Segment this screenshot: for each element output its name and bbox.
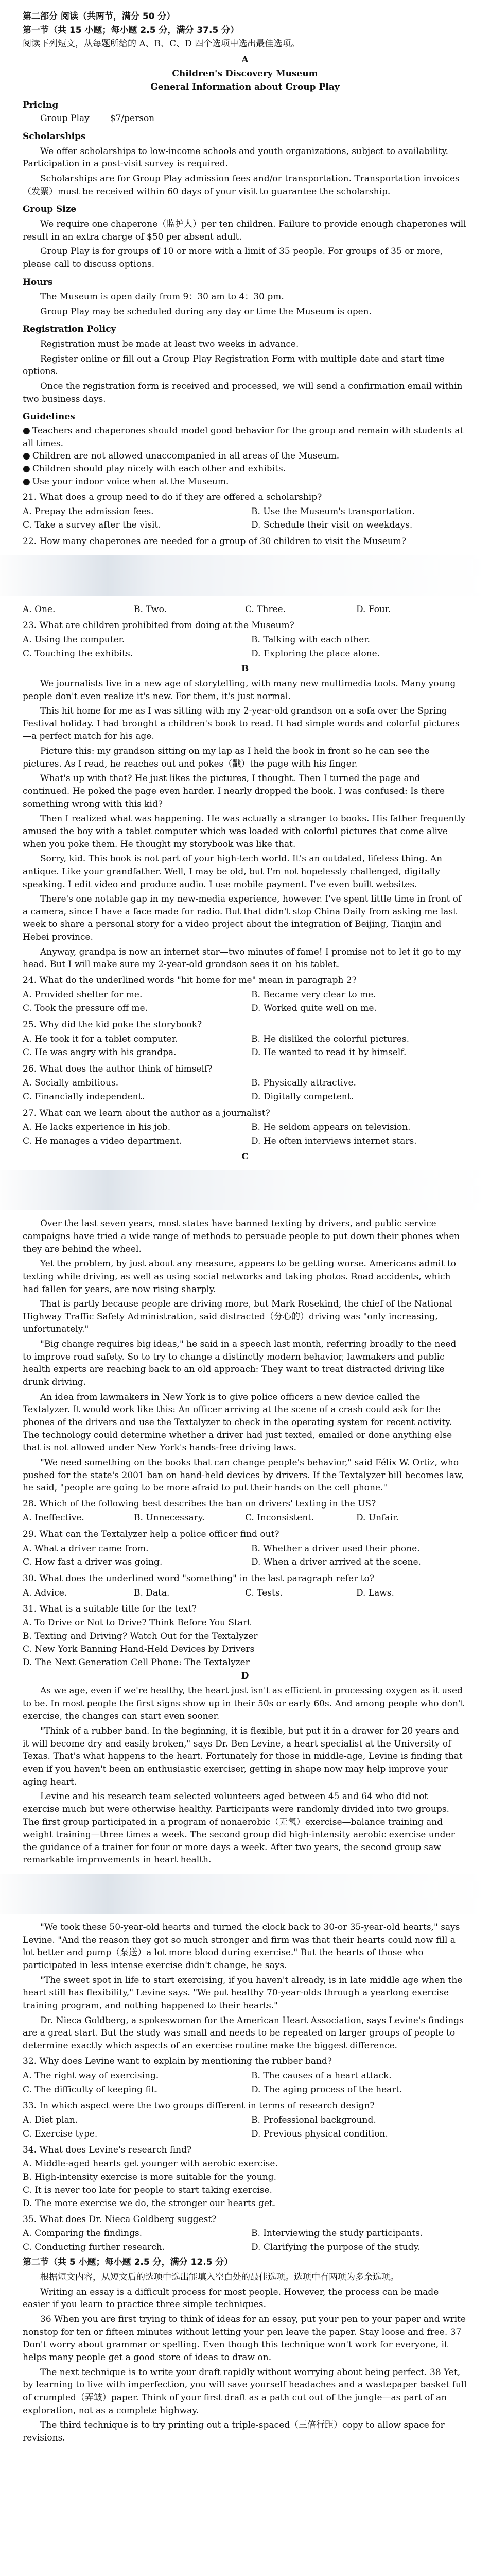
- question-32-options: [23, 2069, 467, 2096]
- answer-option: B. Two.: [134, 604, 167, 615]
- answer-option: A. The right way of exercising.: [23, 2071, 159, 2081]
- question-27: 27. What can we learn about the author as a journalist?: [23, 1108, 270, 1118]
- passage-c-paragraph: Over the last seven years, most states have banned texting by drivers, and public service campaigns have tried a wide range of methods to persuade people to put down their phones when they are behind the wheel.: [23, 1218, 460, 1255]
- passage-b-paragraph: Anyway, grandpa is now an internet star—two minutes of fame! I promise not to let it go to my head. But I will make sure my 2-year-old grandson sees it on his tablet.: [23, 946, 461, 970]
- answer-option: A. Diet plan.: [23, 2115, 78, 2126]
- answer-option: D. Laws.: [356, 1587, 394, 1598]
- question-26-options: [23, 1076, 467, 1104]
- answer-option: B. Became very clear to me.: [251, 989, 376, 1000]
- question-25-options: [23, 1032, 467, 1060]
- answer-option: C. Tests.: [245, 1587, 283, 1598]
- answer-option: B. Physically attractive.: [251, 1078, 356, 1089]
- question-35-options: [23, 2227, 467, 2254]
- passage-b-paragraph: There's one notable gap in my new-media experience, however. I've spent little time in front of a camera, since I have a face made for radio. But that didn't stop China Daily from asking me last week to share a personal story for a video project about the integration of Beijing, Tianjin and Hebei province.: [23, 894, 462, 943]
- passage-d-paragraph: "We took these 50-year-old hearts and turned the clock back to 30-or 35-year-old hearts," says Levine. "And the reason they got so much stronger and firm was that their hearts could now fill a lot better and pump（泵送）a lot more blood during exercise." But the hearts of those who participated in less intense exercise didn't change, he says.: [23, 1922, 460, 1971]
- answer-option: C. Take a survey after the visit.: [23, 520, 161, 531]
- pricing-label: Pricing: [23, 99, 59, 110]
- answer-option: B. Interviewing the study participants.: [251, 2228, 423, 2239]
- answer-option: C. Three.: [245, 604, 286, 615]
- scholarships-paragraph: We offer scholarships to low-income schools and youth organizations, subject to availability. Participation in a post-visit survey is required.: [23, 146, 449, 170]
- group-size-label: Group Size: [23, 204, 77, 215]
- answer-option: A. Provided shelter for me.: [23, 989, 143, 1000]
- passage-c-paragraph: "We need something on the books that can change people's behavior," said Félix W. Ortiz, who pushed for the state's 2001 ban on hand-held devices by drivers. If the Textalyzer bill becomes law, he said, "people are going to be more afraid to put their hands on the cell phone.": [23, 1457, 464, 1494]
- answer-option: D. Exploring the place alone.: [251, 648, 380, 659]
- answer-option: C. It is never too late for people to start taking exercise.: [23, 2185, 272, 2196]
- answer-option: B. Data.: [134, 1587, 170, 1598]
- section1-header: 第一节（共 15 小题；每小题 2.5 分，满分 37.5 分）: [23, 25, 239, 36]
- answer-option: C. New York Banning Hand-Held Devices by Drivers: [23, 1644, 255, 1655]
- answer-option: A. Comparing the findings.: [23, 2228, 143, 2239]
- passage-b-letter: B: [241, 664, 249, 674]
- answer-option: B. Professional background.: [251, 2115, 376, 2126]
- registration-paragraph: Register online or fill out a Group Play Registration Form with multiple date and start time options.: [23, 353, 445, 377]
- passage-d-paragraph: Dr. Nieca Goldberg, a spokeswoman for the American Heart Association, says Levine's findings are a great start. But the study was small and needs to be repeated on larger groups of people to determine exactly which aspects of an exercise routine make the biggest difference.: [23, 2015, 464, 2051]
- question-22: 22. How many chaperones are needed for a group of 30 children to visit the Museum?: [23, 536, 407, 547]
- answer-option: D. When a driver arrived at the scene.: [251, 1557, 421, 1568]
- answer-option: A. Using the computer.: [23, 634, 125, 645]
- answer-option: B. Use the Museum's transportation.: [251, 506, 415, 517]
- answer-option: D. Digitally competent.: [251, 1092, 354, 1103]
- answer-option: A. What a driver came from.: [23, 1543, 149, 1554]
- answer-option: A. He lacks experience in his job.: [23, 1122, 171, 1133]
- answer-option: C. Inconsistent.: [245, 1513, 314, 1523]
- answer-option: B. Unnecessary.: [134, 1513, 205, 1523]
- answer-option: A. Socially ambitious.: [23, 1078, 119, 1089]
- hours-paragraph: The Museum is open daily from 9：30 am to 4：30 pm.: [40, 292, 284, 302]
- pricing-row: [23, 112, 467, 125]
- question-33-options: [23, 2113, 467, 2141]
- answer-option: D. He often interviews internet stars.: [251, 1136, 417, 1147]
- pricing-item: Group Play: [40, 113, 90, 124]
- passage-c-paragraph: "Big change requires big ideas," he said in a speech last month, referring broadly to the need to improve road safety. So to try to change a distinctly modern behavior, lawmakers and public health experts are reaching back to an old approach: They want to treat distracted driving like drunk driving.: [23, 1339, 457, 1388]
- hours-paragraph: Group Play may be scheduled during any day or time the Museum is open.: [40, 306, 372, 317]
- passage-b-paragraph: We journalists live in a new age of storytelling, with many new multimedia tools. Many young people don't even realize it's new. For them, it's just normal.: [23, 678, 456, 702]
- hours-label: Hours: [23, 277, 53, 287]
- answer-option: A. To Drive or Not to Drive? Think Before You Start: [23, 1617, 251, 1628]
- answer-option: B. Talking with each other.: [251, 634, 370, 645]
- answer-option: C. Conducting further research.: [23, 2242, 165, 2252]
- scholarships-label: Scholarships: [23, 131, 86, 142]
- section2-paragraph: 36 When you are first trying to think of ideas for an essay, put your pen to your paper and write nonstop for ten or fifteen minutes without letting your pen leave the paper. Stay loose and free. 37 Don't worry about grammar or spelling. Even though this technique won't work for everyone, it helps many people get a good store of ideas to draw on.: [23, 2314, 466, 2363]
- blurred-divider: [0, 555, 490, 596]
- question-23-options: [23, 633, 467, 660]
- passage-b-paragraph: Then I realized what was happening. He was actually a stranger to books. His father frequently amused the boy with a tablet computer which was loaded with colorful pictures that come alive when you poke them. He thought my storybook was like that.: [23, 814, 466, 850]
- answer-option: B. He seldom appears on television.: [251, 1122, 411, 1133]
- section2-paragraph: Writing an essay is a difficult process for most people. However, the process can be made easier if you learn to practice three simple techniques.: [23, 2286, 439, 2310]
- answer-option: D. Clarifying the purpose of the study.: [251, 2242, 421, 2252]
- passage-d-paragraph: "Think of a rubber band. In the beginning, it is flexible, but put it in a drawer for 20 years and it will become dry and easily broken," says Dr. Ben Levine, a heart specialist at the University of Texas. That's what happens to the heart. Fortunately for those in middle-age, Levine is finding that even if you haven't been an enthusiastic exerciser, getting in shape now may help improve your aging heart.: [23, 1726, 463, 1787]
- pricing-price: $7/person: [110, 113, 155, 124]
- question-35: 35. What does Dr. Nieca Goldberg suggest?: [23, 2214, 217, 2225]
- question-28: 28. Which of the following best describes the ban on drivers' texting in the US?: [23, 1498, 376, 1509]
- registration-paragraph: Once the registration form is received and processed, we will send a confirmation email within two business days.: [23, 381, 463, 404]
- answer-option: C. The difficulty of keeping fit.: [23, 2084, 158, 2095]
- answer-option: D. Unfair.: [356, 1513, 399, 1523]
- question-22-options: [23, 603, 467, 617]
- part2-header: 第二部分 阅读（共两节，满分 50 分）: [23, 11, 176, 22]
- question-33: 33. In which aspect were the two groups different in terms of research design?: [23, 2100, 375, 2111]
- answer-option: B. The causes of a heart attack.: [251, 2071, 392, 2081]
- answer-option: A. He took it for a tablet computer.: [23, 1033, 178, 1044]
- passage-d-paragraph: Levine and his research team selected volunteers aged between 45 and 64 who did not exercise much but were otherwise healthy. Participants were randomly divided into two groups. The first group participated in a program of nonaerobic（无氧）exercise—balance training and weight training—three times a week. The second group did high-intensity aerobic exercise under the guidance of a trainer for four or more days a week. After two years, the second group saw remarkable improvements in heart health.: [23, 1791, 455, 1866]
- answer-option: A. Ineffective.: [23, 1513, 84, 1523]
- answer-option: B. High-intensity exercise is more suitable for the young.: [23, 2172, 277, 2182]
- blurred-divider: [0, 1874, 490, 1914]
- question-32: 32. Why does Levine want to explain by mentioning the rubber band?: [23, 2056, 332, 2067]
- question-23: 23. What are children prohibited from doing at the Museum?: [23, 620, 294, 631]
- answer-option: D. Worked quite well on me.: [251, 1003, 377, 1014]
- scholarships-paragraph: Scholarships are for Group Play admission fees and/or transportation. Transportation invoices（发票）must be received within 60 days of your visit to guarantee the scholarship.: [23, 174, 460, 197]
- question-30-options: [23, 1586, 467, 1600]
- answer-option: C. Touching the exhibits.: [23, 648, 133, 659]
- answer-option: C. How fast a driver was going.: [23, 1557, 163, 1568]
- guideline-item: ● Use your indoor voice when at the Museum.: [23, 476, 467, 488]
- passage-a-subtitle: General Information about Group Play: [150, 82, 340, 93]
- section2-header: 第二节（共 5 小题；每小题 2.5 分，满分 12.5 分）: [23, 2257, 233, 2268]
- question-28-options: [23, 1511, 467, 1525]
- answer-option: B. Whether a driver used their phone.: [251, 1543, 420, 1554]
- passage-b-paragraph: This hit home for me as I was sitting with my 2-year-old grandson on a sofa over the Spring Festival holiday. I had brought a children's book to read. It had simple words and colorful pictures—a perfect match for his age.: [23, 706, 460, 742]
- answer-option: D. The more exercise we do, the stronger our hearts get.: [23, 2198, 276, 2209]
- answer-option: B. Texting and Driving? Watch Out for the Textalyzer: [23, 1631, 258, 1641]
- passage-c-paragraph: An idea from lawmakers in New York is to give police officers a new device called the Textalyzer. It would work like this: An officer arriving at the scene of a crash could ask for the phones of the drivers and use the Textalyzer to check in the operating system for recent activity. The technology could determine whether a driver had just texted, emailed or done anything else that is not allowed under New York's hands-free driving laws.: [23, 1392, 452, 1453]
- question-24: 24. What do the underlined words "hit home for me" mean in paragraph 2?: [23, 975, 357, 986]
- passage-c-letter: C: [241, 1151, 249, 1162]
- answer-option: C. He was angry with his grandpa.: [23, 1047, 177, 1058]
- question-21: 21. What does a group need to do if they are offered a scholarship?: [23, 492, 322, 503]
- answer-option: A. Prepay the admission fees.: [23, 506, 154, 517]
- passage-a-letter: A: [241, 54, 249, 65]
- question-31: 31. What is a suitable title for the text?: [23, 1604, 197, 1615]
- section1-instruction: 阅读下列短文，从每题所给的 A、B、C、D 四个选项中选出最佳选项。: [23, 39, 300, 49]
- question-27-options: [23, 1121, 467, 1148]
- question-29-options: [23, 1542, 467, 1569]
- answer-option: D. He wanted to read it by himself.: [251, 1047, 407, 1058]
- answer-option: A. One.: [23, 604, 56, 615]
- group-size-paragraph: Group Play is for groups of 10 or more with a limit of 35 people. For groups of 35 or more, please call to discuss options.: [23, 246, 443, 269]
- answer-option: A. Middle-aged hearts get younger with aerobic exercise.: [23, 2158, 278, 2169]
- answer-option: A. Advice.: [23, 1587, 67, 1598]
- question-26: 26. What does the author think of himself?: [23, 1063, 213, 1074]
- group-size-paragraph: We require one chaperone（监护人）per ten children. Failure to provide enough chaperones will result in an extra charge of $50 per absent adult.: [23, 218, 466, 242]
- guidelines-label: Guidelines: [23, 412, 75, 422]
- answer-option: D. The Next Generation Cell Phone: The Textalyzer: [23, 1657, 250, 1668]
- answer-option: C. Financially independent.: [23, 1092, 145, 1103]
- guideline-item: ● Children should play nicely with each other and exhibits.: [23, 463, 467, 476]
- answer-option: D. Schedule their visit on weekdays.: [251, 520, 413, 531]
- passage-d-letter: D: [241, 1671, 249, 1682]
- answer-option: B. He disliked the colorful pictures.: [251, 1033, 409, 1044]
- passage-d-paragraph: "The sweet spot in life to start exercising, if you haven't already, is in late middle age when the heart still has flexibility," Levine says. "We put healthy 70-year-olds through a yearlong exercise training program, and nothing happened to their hearts.": [23, 1975, 463, 2011]
- question-34: 34. What does Levine's research find?: [23, 2145, 192, 2156]
- passage-b-paragraph: Sorry, kid. This book is not part of your high-tech world. It's an outdated, lifeless thing. An antique. Like your grandfather. Well, I may be old, but I'm not hopelessly challenged, digitally speaking. I edit video and produce audio. I use mobile payment. I've even built websites.: [23, 854, 443, 890]
- question-29: 29. What can the Textalyzer help a police officer find out?: [23, 1529, 279, 1540]
- question-21-options: [23, 505, 467, 532]
- passage-c-paragraph: Yet the problem, by just about any measure, appears to be getting worse. Americans admit to texting while driving, as well as using social networks and taking photos. Road accidents, which had fallen for years, are now rising sharply.: [23, 1259, 456, 1295]
- registration-paragraph: Registration must be made at least two weeks in advance.: [40, 339, 299, 350]
- passage-c-paragraph: That is partly because people are driving more, but Mark Rosekind, the chief of the National Highway Traffic Safety Administration, said distracted（分心的）driving was "only increasing, unfortunately.": [23, 1299, 452, 1335]
- answer-option: C. Exercise type.: [23, 2128, 98, 2139]
- guideline-item: ● Teachers and chaperones should model good behavior for the group and remain with students at all times.: [23, 425, 467, 450]
- passage-b-paragraph: What's up with that? He just likes the pictures, I thought. Then I turned the page and continued. He poked the page even harder. I nearly dropped the book. I was confused: Is there something wrong with this kid?: [23, 773, 445, 809]
- blurred-divider: [0, 1170, 490, 1210]
- passage-d-paragraph: As we age, even if we're healthy, the heart just isn't as efficient in processing oxygen as it used to be. In most people the first signs show up in their 50s or early 60s. And among people who don't exercise, the changes can start even sooner.: [23, 1686, 464, 1722]
- question-25: 25. Why did the kid poke the storybook?: [23, 1019, 202, 1030]
- passage-b-paragraph: Picture this: my grandson sitting on my lap as I held the book in front so he can see the pictures. As I read, he reaches out and pokes（戳）the page with his finger.: [23, 746, 430, 769]
- answer-option: D. Previous physical condition.: [251, 2128, 388, 2139]
- section2-instruction: 根据短文内容，从短文后的选项中选出能填入空白处的最佳选项。选项中有两项为多余选项。: [40, 2272, 399, 2283]
- question-30: 30. What does the underlined word "something" in the last paragraph refer to?: [23, 1573, 374, 1584]
- answer-option: C. Took the pressure off me.: [23, 1003, 148, 1014]
- answer-option: C. He manages a video department.: [23, 1136, 182, 1147]
- answer-option: D. Four.: [356, 604, 391, 615]
- answer-option: D. The aging process of the heart.: [251, 2084, 402, 2095]
- section2-paragraph: The next technique is to write your draft rapidly without worrying about being perfect. 38 Yet, by learning to live with imperfection, you will save yourself headaches and a wastepaper basket full of crumpled（弄皱）paper. Think of your first draft as a path cut out of the jungle—as part of an exploration, not as a complete highway.: [23, 2367, 467, 2416]
- section2-paragraph: The third technique is to try printing out a triple-spaced（三倍行距）copy to allow space for revisions.: [23, 2420, 445, 2443]
- question-24-options: [23, 988, 467, 1015]
- passage-a-title: Children's Discovery Museum: [172, 68, 318, 79]
- guideline-item: ● Children are not allowed unaccompanied in all areas of the Museum.: [23, 450, 467, 463]
- registration-label: Registration Policy: [23, 324, 116, 335]
